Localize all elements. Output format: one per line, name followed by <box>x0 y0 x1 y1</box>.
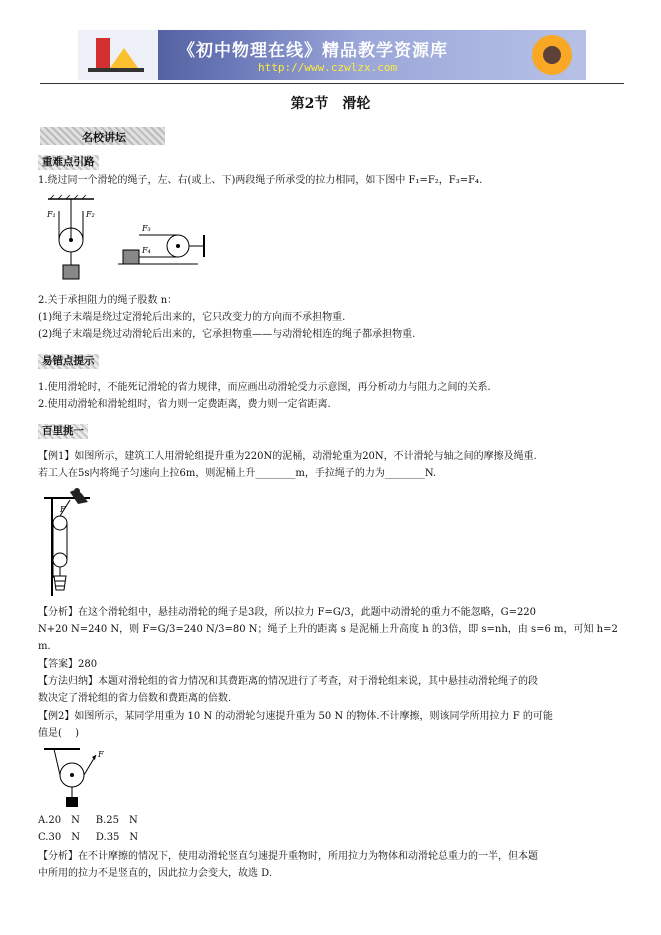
svg-text:F₂: F₂ <box>86 210 95 219</box>
errors-tag: 易错点提示 <box>38 354 99 369</box>
example1-analysis-3: m. <box>38 641 51 652</box>
practice-tag: 百里挑一 <box>38 424 88 439</box>
example1-question-1: 【例1】如图所示，建筑工人用滑轮组提升重为220N的泥桶，动滑轮重为20N，不计滑轮与轴之间的摩擦及绳重. <box>38 451 537 462</box>
figure-worker-pulley <box>40 488 100 601</box>
svg-text:F: F <box>98 750 104 759</box>
example1-question-2: 若工人在5s内将绳子匀速向上拉6m，则泥桶上升________m，手拉绳子的力为________N. <box>38 468 437 479</box>
error-tip-1: 1.使用滑轮时，不能死记滑轮的省力规律，而应画出动滑轮受力示意图，再分析动力与阻力之间的关系. <box>38 382 491 393</box>
option-d[interactable]: D.35 N <box>95 832 139 843</box>
key-points-tag: 重难点引路 <box>38 155 99 170</box>
svg-text:F₄: F₄ <box>142 246 151 255</box>
header-banner <box>78 30 586 80</box>
figure-movable-pulley <box>40 745 110 813</box>
error-tip-2: 2.使用动滑轮和滑轮组时，省力则一定费距离，费力则一定省距离. <box>38 399 331 410</box>
option-c[interactable]: C.30 N D.35 N <box>38 832 139 843</box>
example1-answer: 【答案】280 <box>38 659 98 670</box>
page-title: 第2节 滑轮 <box>290 96 371 112</box>
key-point-3: (1)绳子末端是绕过定滑轮后出来的，它只改变力的方向而不承担物重. <box>38 312 346 323</box>
svg-text:F₃: F₃ <box>142 224 151 233</box>
figure-pulleys <box>38 195 208 288</box>
example1-method-1: 【方法归纳】本题对滑轮组的省力情况和其费距离的情况进行了考查，对于滑轮组来说，其中悬挂动滑轮绳子的段 <box>38 676 538 687</box>
example1-method-2: 数决定了滑轮组的省力倍数和费距离的倍数. <box>38 693 232 704</box>
site-logo <box>78 30 158 80</box>
example1-analysis-1: 【分析】在这个滑轮组中，悬挂动滑轮的绳子是3段，所以拉力 F=G/3，此题中动滑轮的重力不能忽略，G=220 <box>38 607 537 618</box>
option-a[interactable]: A.20 N B.25 N <box>38 815 138 826</box>
example1-analysis-2: N+20 N=240 N，则 F=G/3=240 N/3=80 N；绳子上升的距离 s 是泥桶上升高度 h 的3倍，即 s=nh，由 s=6 m，可知 h=2 <box>38 624 618 635</box>
example2-analysis-2: 中所用的拉力不是竖直的，因此拉力会变大，故选 D. <box>38 868 273 879</box>
svg-text:F: F <box>60 505 66 514</box>
banner-url[interactable]: http://www.czwlzx.com <box>258 61 398 74</box>
famous-school-tag: 名校讲坛 <box>40 127 165 145</box>
example2-question-2: 值是( ) <box>38 728 79 739</box>
key-point-2: 2.关于承担阻力的绳子股数 n： <box>38 295 178 306</box>
svg-text:F₁: F₁ <box>47 210 56 219</box>
example2-question-1: 【例2】如图所示，某同学用重为 10 N 的动滑轮匀速提升重为 50 N 的物体.不计摩擦，则该同学所用拉力 F 的可能 <box>38 711 553 722</box>
example2-analysis-1: 【分析】在不计摩擦的情况下，使用动滑轮竖直匀速提升重物时，所用拉力为物体和动滑轮总重力的一半，但本题 <box>38 851 538 862</box>
header-rule <box>40 83 624 84</box>
sunflower-icon <box>518 30 586 80</box>
banner-title: 《初中物理在线》精品教学资源库 <box>178 41 448 61</box>
option-b[interactable]: B.25 N <box>95 815 138 826</box>
key-point-1: 1.绕过同一个滑轮的绳子，左、右(或上、下)两段绳子所承受的拉力相同，如下图中 F₁=F₂，F₃=F₄. <box>38 175 483 186</box>
key-point-4: (2)绳子末端是绕过动滑轮后出来的，它承担物重——与动滑轮相连的绳子都承担物重. <box>38 329 416 340</box>
